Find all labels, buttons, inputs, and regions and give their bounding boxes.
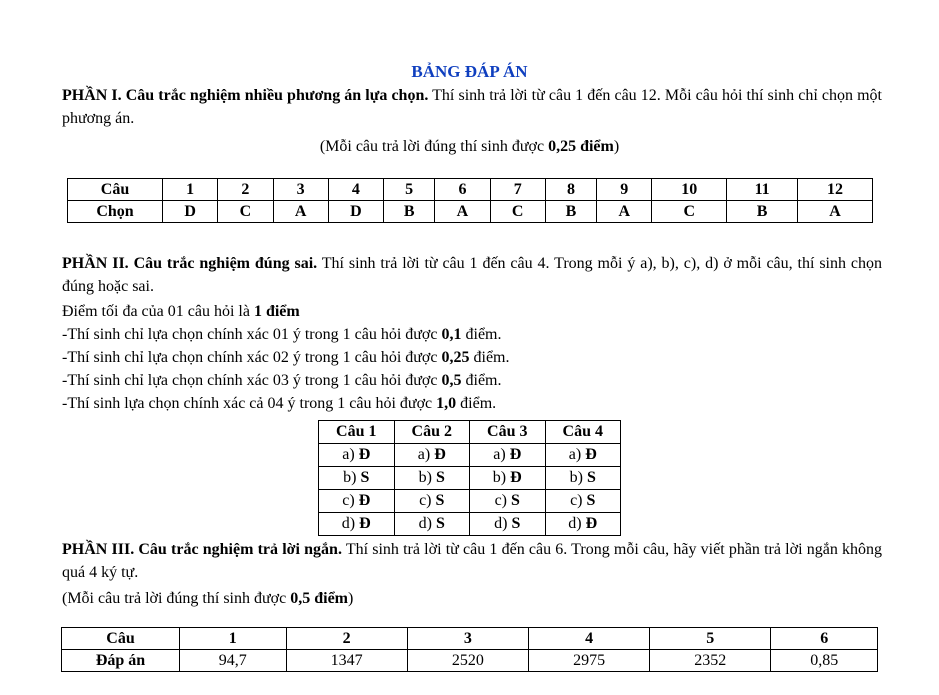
question-cell: 4 bbox=[328, 179, 383, 201]
answer-cell: C bbox=[218, 201, 273, 223]
answer-cell: B bbox=[727, 201, 798, 223]
statement-answer: Đ bbox=[358, 492, 371, 509]
statement-cell bbox=[545, 467, 621, 490]
rule-suffix: điểm. bbox=[456, 395, 497, 412]
part3-question-row bbox=[62, 628, 878, 650]
table-row bbox=[319, 490, 621, 513]
statement-cell bbox=[394, 490, 470, 513]
part3-intro bbox=[62, 538, 882, 584]
part2-text: Thí sinh trả lời từ câu 1 đến câu 4. Trong mỗi ý a), b), c), d) ở mỗi câu, thí sinh chọn đúng hoặc sai. bbox=[62, 255, 882, 295]
rule-points: 0,1 bbox=[441, 326, 462, 343]
part3-note-points: 0,5 điểm bbox=[290, 590, 349, 607]
statement-label: b) bbox=[492, 469, 511, 486]
statement-cell bbox=[394, 444, 470, 467]
statement-label: b) bbox=[418, 469, 436, 486]
part2-rule bbox=[62, 369, 502, 392]
answer-cell: C bbox=[652, 201, 727, 223]
table-row bbox=[319, 513, 621, 536]
statement-cell bbox=[319, 467, 395, 490]
answer-cell: A bbox=[273, 201, 328, 223]
table-row bbox=[319, 467, 621, 490]
statement-answer: S bbox=[586, 469, 596, 486]
part2-intro bbox=[62, 252, 882, 298]
part1-note-suffix: ) bbox=[613, 138, 620, 155]
part3-answer-table bbox=[61, 627, 878, 672]
statement-answer: S bbox=[435, 515, 445, 532]
statement-answer: S bbox=[360, 469, 370, 486]
statement-cell bbox=[394, 513, 470, 536]
statement-answer: Đ bbox=[509, 446, 522, 463]
answer-cell: 1347 bbox=[286, 650, 407, 672]
question-cell: 6 bbox=[435, 179, 490, 201]
statement-cell bbox=[394, 467, 470, 490]
statement-answer: Đ bbox=[358, 446, 371, 463]
statement-answer: Đ bbox=[510, 469, 522, 486]
page-title: BẢNG ĐÁP ÁN bbox=[411, 62, 528, 81]
table-header-cell: Câu 4 bbox=[545, 421, 621, 444]
question-cell: 11 bbox=[727, 179, 798, 201]
part2-rule bbox=[62, 392, 496, 415]
statement-label: a) bbox=[568, 446, 586, 463]
statement-cell bbox=[545, 513, 621, 536]
part1-note bbox=[0, 135, 939, 158]
rule-points: 0,25 bbox=[441, 349, 470, 366]
statement-label: d) bbox=[568, 515, 586, 532]
question-cell: 7 bbox=[490, 179, 545, 201]
part2-rule bbox=[62, 346, 510, 369]
statement-cell bbox=[319, 490, 395, 513]
statement-label: c) bbox=[342, 492, 359, 509]
statement-cell bbox=[545, 444, 621, 467]
part3-answer-row bbox=[62, 650, 878, 672]
answer-cell: 2520 bbox=[407, 650, 528, 672]
question-cell: 3 bbox=[407, 628, 528, 650]
statement-label: d) bbox=[341, 515, 360, 532]
statement-cell bbox=[319, 513, 395, 536]
statement-label: b) bbox=[569, 469, 587, 486]
part2-rule bbox=[62, 323, 502, 346]
max-score-prefix: Điểm tối đa của 01 câu hỏi là bbox=[62, 303, 254, 320]
part2-answer-table bbox=[318, 420, 621, 536]
question-cell: 1 bbox=[180, 628, 287, 650]
question-cell: 8 bbox=[545, 179, 596, 201]
rule-prefix: -Thí sinh chỉ lựa chọn chính xác 01 ý trong 1 câu hỏi được bbox=[62, 326, 442, 343]
question-cell: 2 bbox=[218, 179, 273, 201]
question-cell: 4 bbox=[528, 628, 649, 650]
rule-suffix: điểm. bbox=[461, 372, 502, 389]
statement-cell bbox=[470, 490, 546, 513]
statement-answer: Đ bbox=[359, 515, 371, 532]
table-header-cell: Chọn bbox=[68, 201, 163, 223]
statement-label: c) bbox=[570, 492, 587, 509]
part1-heading: PHẦN I. Câu trắc nghiệm nhiều phương án lựa chọn. bbox=[62, 87, 429, 104]
question-cell: 3 bbox=[273, 179, 328, 201]
rule-suffix: điểm. bbox=[469, 349, 510, 366]
rule-suffix: điểm. bbox=[461, 326, 502, 343]
question-cell: 9 bbox=[597, 179, 652, 201]
table-header-cell: Câu 2 bbox=[394, 421, 470, 444]
part3-text: Thí sinh trả lời từ câu 1 đến câu 6. Trong mỗi câu, hãy viết phần trả lời ngắn không quá 4 ký tự. bbox=[62, 541, 883, 581]
part1-answer-table bbox=[67, 178, 873, 223]
part1-answer-row bbox=[68, 201, 873, 223]
answer-cell: A bbox=[798, 201, 873, 223]
question-cell: 6 bbox=[771, 628, 878, 650]
answer-cell: C bbox=[490, 201, 545, 223]
answer-cell: D bbox=[163, 201, 218, 223]
answer-cell: 2975 bbox=[528, 650, 649, 672]
table-header-cell: Đáp án bbox=[62, 650, 180, 672]
table-header-cell: Câu 1 bbox=[319, 421, 395, 444]
statement-answer: S bbox=[435, 469, 445, 486]
table-header-cell: Câu bbox=[68, 179, 163, 201]
part1-text: Thí sinh trả lời từ câu 1 đến câu 12. Mỗi câu hỏi thí sinh chỉ chọn một phương án. bbox=[62, 87, 883, 127]
statement-cell bbox=[470, 444, 546, 467]
statement-label: d) bbox=[494, 515, 512, 532]
statement-label: b) bbox=[343, 469, 361, 486]
question-cell: 12 bbox=[798, 179, 873, 201]
part3-heading: PHẦN III. Câu trắc nghiệm trả lời ngắn. bbox=[62, 541, 342, 558]
rule-prefix: -Thí sinh chỉ lựa chọn chính xác 02 ý trong 1 câu hỏi được bbox=[62, 349, 442, 366]
part1-note-prefix: (Mỗi câu trả lời đúng thí sinh được bbox=[319, 138, 549, 155]
statement-label: a) bbox=[493, 446, 510, 463]
question-cell: 10 bbox=[652, 179, 727, 201]
statement-cell bbox=[319, 444, 395, 467]
statement-answer: Đ bbox=[585, 446, 597, 463]
answer-cell: B bbox=[545, 201, 596, 223]
statement-label: c) bbox=[494, 492, 512, 509]
answer-cell: D bbox=[328, 201, 383, 223]
part3-note bbox=[62, 587, 353, 610]
part3-note-prefix: (Mỗi câu trả lời đúng thí sinh được bbox=[62, 590, 291, 607]
statement-answer: S bbox=[435, 492, 445, 509]
statement-label: a) bbox=[342, 446, 359, 463]
rule-prefix: -Thí sinh chỉ lựa chọn chính xác 03 ý trong 1 câu hỏi được bbox=[62, 372, 442, 389]
statement-answer: Đ bbox=[434, 446, 446, 463]
rule-points: 1,0 bbox=[436, 395, 457, 412]
part2-max-score bbox=[62, 300, 300, 323]
rule-prefix: -Thí sinh lựa chọn chính xác cả 04 ý trong 1 câu hỏi được bbox=[62, 395, 437, 412]
answer-cell: 94,7 bbox=[180, 650, 287, 672]
rule-points: 0,5 bbox=[441, 372, 462, 389]
question-cell: 2 bbox=[286, 628, 407, 650]
table-header-cell: Câu bbox=[62, 628, 180, 650]
question-cell: 5 bbox=[384, 179, 435, 201]
statement-cell bbox=[545, 490, 621, 513]
answer-cell: A bbox=[597, 201, 652, 223]
statement-label: a) bbox=[417, 446, 435, 463]
part2-header-row bbox=[319, 421, 621, 444]
table-header-cell: Câu 3 bbox=[470, 421, 546, 444]
statement-answer: S bbox=[511, 492, 520, 509]
answer-cell: 0,85 bbox=[771, 650, 878, 672]
statement-label: c) bbox=[419, 492, 436, 509]
answer-cell: B bbox=[384, 201, 435, 223]
answer-cell: 2352 bbox=[650, 650, 771, 672]
answer-cell: A bbox=[435, 201, 490, 223]
part3-note-suffix: ) bbox=[348, 590, 354, 607]
part2-heading: PHẦN II. Câu trắc nghiệm đúng sai. bbox=[62, 255, 318, 272]
statement-answer: S bbox=[586, 492, 596, 509]
part1-note-points: 0,25 điểm bbox=[548, 138, 614, 155]
table-row bbox=[319, 444, 621, 467]
statement-cell bbox=[470, 513, 546, 536]
statement-answer: S bbox=[511, 515, 521, 532]
statement-answer: Đ bbox=[585, 515, 598, 532]
statement-label: d) bbox=[418, 515, 436, 532]
max-score-value: 1 điểm bbox=[253, 303, 300, 320]
question-cell: 5 bbox=[650, 628, 771, 650]
part1-intro bbox=[62, 84, 882, 130]
part1-question-row bbox=[68, 179, 873, 201]
question-cell: 1 bbox=[163, 179, 218, 201]
statement-cell bbox=[470, 467, 546, 490]
